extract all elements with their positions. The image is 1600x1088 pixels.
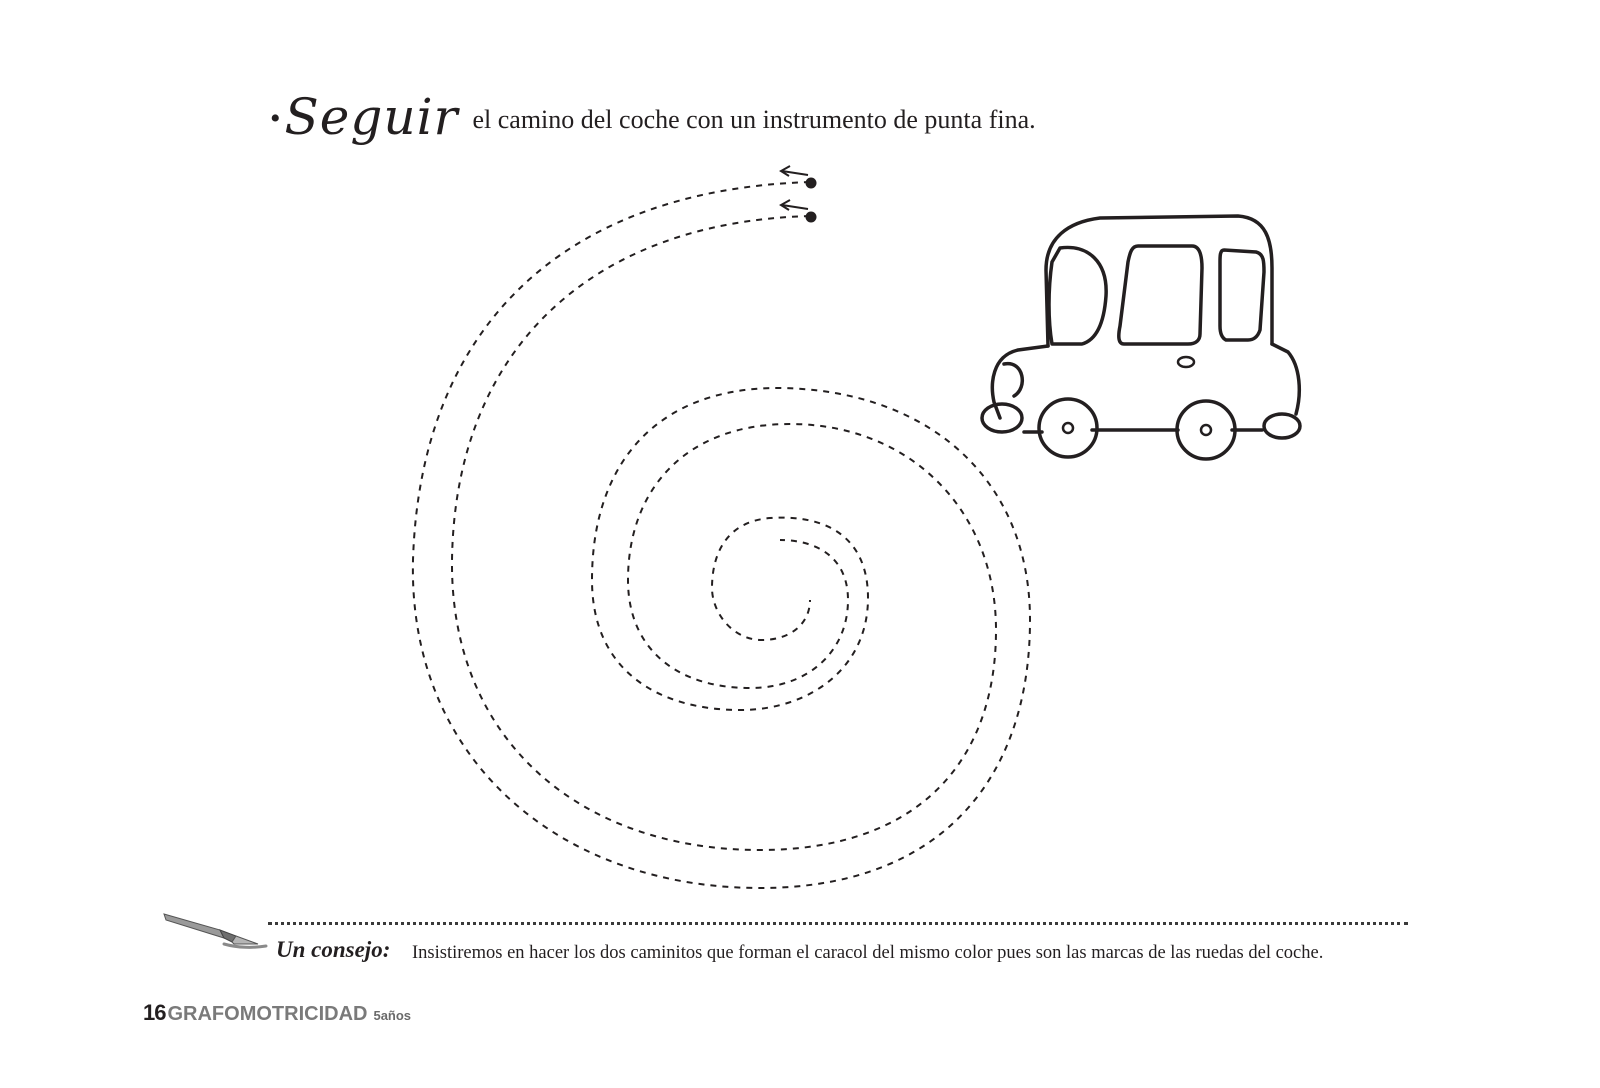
instruction-text: el camino del coche con un instrumento de punta fina. xyxy=(472,105,1036,134)
car-rear-window xyxy=(1220,250,1264,340)
instruction-bullet: • xyxy=(270,102,281,135)
arrow-left-icon xyxy=(781,200,808,210)
start-dot-top xyxy=(806,178,817,189)
car-rear-bumper xyxy=(1264,414,1300,438)
car-rear-wheel xyxy=(1177,401,1235,459)
page-number: 16 xyxy=(143,1000,166,1025)
start-dot-bottom xyxy=(806,212,817,223)
inner-road-path[interactable] xyxy=(452,216,996,850)
fountain-pen-icon xyxy=(162,908,272,954)
car-bottom xyxy=(1024,430,1262,432)
car-front-wheel xyxy=(1039,399,1097,457)
car-door-handle xyxy=(1178,357,1194,367)
outer-road-path[interactable] xyxy=(413,182,1030,888)
tip-divider xyxy=(268,922,1408,925)
book-age-label: 5años xyxy=(373,1008,412,1023)
car-rear-wheel-hub xyxy=(1201,425,1211,435)
book-title: GRAFOMOTRICIDAD xyxy=(167,1003,368,1025)
car-illustration xyxy=(982,216,1300,459)
page-footer xyxy=(143,1002,411,1024)
car-middle-window xyxy=(1119,246,1202,344)
tip-label: Un consejo: xyxy=(276,937,391,962)
tip-text: Insistiremos en hacer los dos caminitos que forman el caracol del mismo color pues son las marcas de las ruedas del coche. xyxy=(412,943,1324,963)
car-headlight xyxy=(1004,364,1022,396)
car-front-window xyxy=(1049,247,1106,344)
car-body xyxy=(992,346,1048,418)
car-body-right xyxy=(1272,344,1299,414)
instruction-verb: Seguir xyxy=(284,88,459,146)
car-front-bumper xyxy=(982,404,1022,432)
car-cabin xyxy=(1046,216,1272,346)
arrow-left-icon xyxy=(781,166,808,176)
car-front-wheel-hub xyxy=(1063,423,1073,433)
